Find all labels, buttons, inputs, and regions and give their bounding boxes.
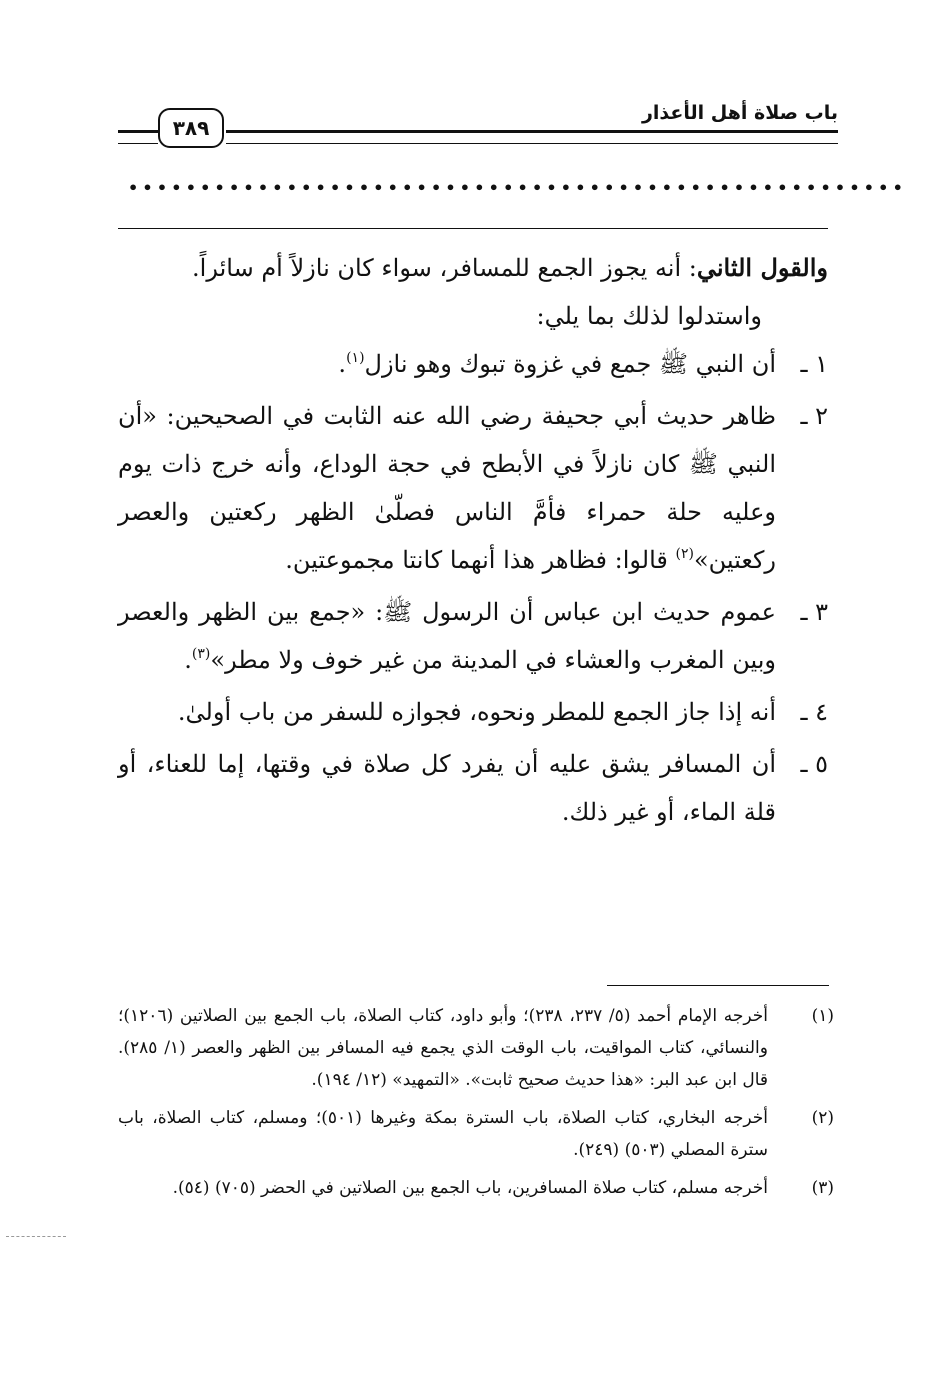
evidence-intro: واستدلوا لذلك بما يلي: bbox=[536, 302, 762, 330]
footnote bbox=[118, 1102, 834, 1166]
opinion-label: والقول الثاني bbox=[696, 253, 828, 282]
footnote-number: (٢) bbox=[811, 1108, 834, 1128]
ellipsis-separator: •••••••••••••••••••••••••••••••••••••••••••••••••••••• bbox=[128, 178, 908, 197]
footnote-text: أخرجه البخاري، كتاب الصلاة، باب السترة بمكة وغيرها (٥٠١)؛ ومسلم، كتاب الصلاة، باب سترة المصلي (٥٠٣) (٢٤٩). bbox=[118, 1108, 768, 1160]
content-top-rule bbox=[118, 228, 828, 229]
item-number: ٥ ـ bbox=[800, 750, 828, 778]
item-number: ٣ ـ bbox=[800, 598, 828, 626]
item-number: ٤ ـ bbox=[800, 698, 828, 726]
evidence-item bbox=[118, 688, 828, 736]
footnote-text: أخرجه الإمام أحمد (٥/ ٢٣٧، ٢٣٨)؛ وأبو داود، كتاب الصلاة، باب الجمع بين الصلاتين (١٢٠٦)؛ والنسائي، كتاب المواقيت، باب الوقت الذي يجمع فيه المسافر بين الظهر والعصر (١/ ٢٨٥). قال ابن عبد البر: «هذا حديث صحيح ثابت». «التمهيد» (١٢/ ١٩٤). bbox=[118, 1006, 768, 1090]
item-text-tail: . bbox=[184, 646, 192, 674]
page-number: ٣٨٩ bbox=[158, 108, 224, 148]
page-header bbox=[118, 100, 838, 156]
footnote-ref[interactable]: (٢) bbox=[675, 546, 694, 562]
footnote-text: أخرجه مسلم، كتاب صلاة المسافرين، باب الجمع بين الصلاتين في الحضر (٧٠٥) (٥٤). bbox=[172, 1178, 768, 1198]
opinion-text: : أنه يجوز الجمع للمسافر، سواء كان نازلاً أم سائراً. bbox=[192, 254, 697, 282]
item-number: ٢ ـ bbox=[800, 402, 828, 430]
item-number: ١ ـ bbox=[800, 350, 828, 378]
footnotes bbox=[118, 1000, 834, 1210]
evidence-list bbox=[118, 340, 828, 836]
evidence-item bbox=[118, 392, 828, 584]
footnote bbox=[118, 1000, 834, 1096]
scan-margin-mark bbox=[6, 1236, 66, 1237]
item-text: أنه إذا جاز الجمع للمطر ونحوه، فجوازه للسفر من باب أولىٰ. bbox=[177, 698, 776, 726]
evidence-item bbox=[118, 588, 828, 684]
header-double-rule bbox=[226, 130, 838, 144]
item-text: أن المسافر يشق عليه أن يفرد كل صلاة في وقتها، إما للعناء، أو قلة الماء، أو غير ذلك. bbox=[118, 750, 776, 826]
running-title: باب صلاة أهل الأعذار bbox=[641, 102, 838, 124]
item-text-tail: قالوا: فظاهر هذا أنهما كانتا مجموعتين. bbox=[285, 546, 676, 574]
footnote-ref[interactable]: (٣) bbox=[191, 646, 211, 662]
header-double-rule-left bbox=[118, 130, 158, 144]
footnote bbox=[118, 1172, 834, 1204]
item-text-tail: . bbox=[338, 350, 347, 378]
evidence-item bbox=[118, 740, 828, 836]
item-text: ظاهر حديث أبي جحيفة رضي الله عنه الثابت في الصحيحين: «أن النبي ﷺ كان نازلاً في الأبطح في حجة الوداع، وأنه خرج ذات يوم وعليه حلة حمراء فأمَّ الناس فصلّىٰ الظهر ركعتين والعصر ركعتين» bbox=[118, 402, 776, 574]
opinion-paragraph bbox=[118, 244, 828, 292]
footnote-number: (٣) bbox=[811, 1178, 834, 1198]
footnote-number: (١) bbox=[811, 1006, 834, 1026]
main-text bbox=[118, 244, 828, 836]
footnote-rule bbox=[607, 985, 829, 986]
item-text: عموم حديث ابن عباس أن الرسول ﷺ: «جمع بين الظهر والعصر وبين المغرب والعشاء في المدينة من غير خوف ولا مطر» bbox=[118, 598, 776, 674]
item-text: أن النبي ﷺ جمع في غزوة تبوك وهو نازل bbox=[364, 350, 776, 378]
footnote-ref[interactable]: (١) bbox=[346, 350, 365, 366]
evidence-item bbox=[118, 340, 828, 388]
